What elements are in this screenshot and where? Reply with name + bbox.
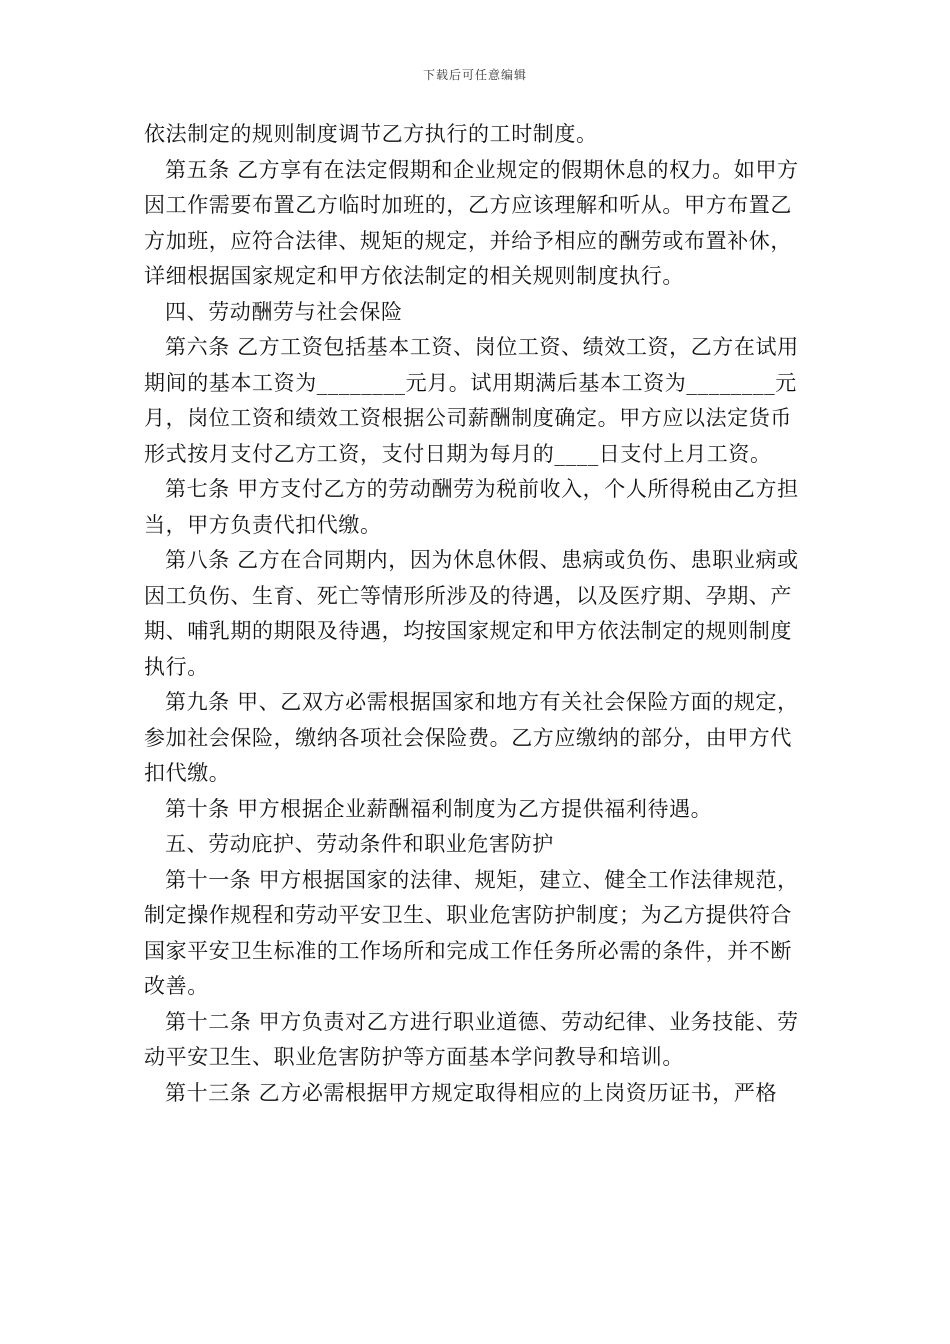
article-6: 第六条 乙方工资包括基本工资、岗位工资、绩效工资，乙方在试用期间的基本工资为________元月。试用期满后基本工资为________元月，岗位工资和绩效工资根据公司薪酬制度确定。甲方应以法定货币形式按月支付乙方工资，支付日期为每月的____日支付上月工资。 (144, 335, 799, 466)
article-12: 第十二条 甲方负责对乙方进行职业道德、劳动纪律、业务技能、劳动平安卫生、职业危害防护等方面基本学问教导和培训。 (144, 1009, 799, 1069)
section-heading-5: 五、劳动庇护、劳动条件和职业危害防护 (165, 832, 554, 856)
article-13: 第十三条 乙方必需根据甲方规定取得相应的上岗资历证书，严格 (165, 1080, 778, 1105)
header-note: 下载后可任意编辑 (422, 68, 527, 82)
article-5: 第五条 乙方享有在法定假期和企业规定的假期休息的权力。如甲方因工作需要布置乙方临时加班的，乙方应该理解和听从。甲方布置乙方加班，应符合法律、规矩的规定，并给予相应的酬劳或布置补休，详细根据国家规定和甲方依法制定的相关规则制度执行。 (144, 157, 799, 288)
paragraph-continuation: 依法制定的规则制度调节乙方执行的工时制度。 (144, 122, 598, 146)
article-11: 第十一条 甲方根据国家的法律、规矩，建立、健全工作法律规范，制定操作规程和劳动平安卫生、职业危害防护制度；为乙方提供符合国家平安卫生标准的工作场所和完成工作任务所必需的条件，并不断改善。 (144, 867, 799, 998)
article-10: 第十条 甲方根据企业薪酬福利制度为乙方提供福利待遇。 (165, 796, 713, 821)
article-7: 第七条 甲方支付乙方的劳动酬劳为税前收入，个人所得税由乙方担当，甲方负责代扣代缴。 (144, 477, 799, 537)
article-9: 第九条 甲、乙双方必需根据国家和地方有关社会保险方面的规定，参加社会保险，缴纳各项社会保险费。乙方应缴纳的部分，由甲方代扣代缴。 (144, 690, 799, 785)
article-8: 第八条 乙方在合同期内，因为休息休假、患病或负伤、患职业病或因工负伤、生育、死亡等情形所涉及的待遇，以及医疗期、孕期、产期、哺乳期的期限及待遇，均按国家规定和甲方依法制定的规则制度执行。 (144, 548, 799, 679)
section-heading-4: 四、劳动酬劳与社会保险 (165, 299, 403, 324)
document-body (144, 117, 808, 1111)
